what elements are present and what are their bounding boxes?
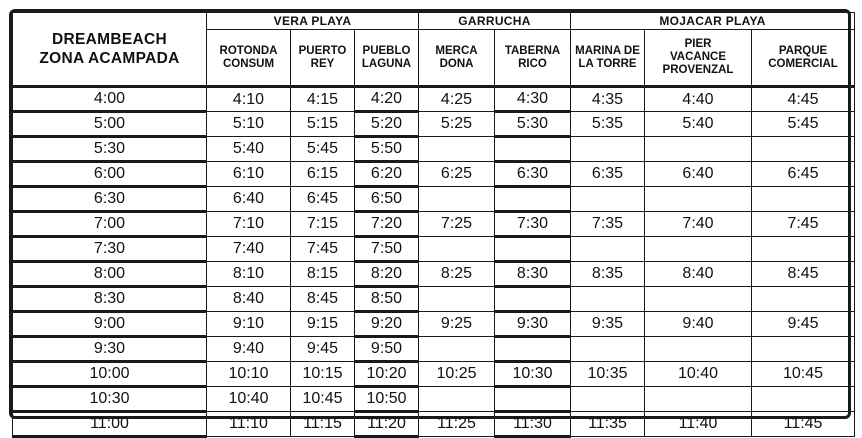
stop-time-cell: 10:10 xyxy=(207,362,291,387)
stop-time-cell: 8:30 xyxy=(495,262,571,287)
stop-time-cell: 5:40 xyxy=(645,112,752,137)
stop-time-cell xyxy=(645,387,752,412)
stop-time-cell: 9:25 xyxy=(419,312,495,337)
stop-time-cell: 9:40 xyxy=(207,337,291,362)
stop-time-cell xyxy=(645,187,752,212)
stop-time-cell: 5:30 xyxy=(495,112,571,137)
stop-time-cell xyxy=(419,337,495,362)
stop-time-cell: 5:20 xyxy=(355,112,419,137)
stop-time-cell: 7:35 xyxy=(571,212,645,237)
timetable-frame xyxy=(9,9,851,432)
departure-time-cell: 10:00 xyxy=(13,362,207,387)
stop-time-cell: 8:35 xyxy=(571,262,645,287)
schedule-row xyxy=(13,312,855,337)
stop-time-cell: 11:35 xyxy=(571,412,645,437)
stop-line: PARQUE xyxy=(778,44,828,57)
stop-time-cell: 9:35 xyxy=(571,312,645,337)
stop-time-cell: 7:50 xyxy=(355,237,419,262)
departure-time-cell: 10:30 xyxy=(13,387,207,412)
stop-time-cell xyxy=(495,237,571,262)
stop-time-cell xyxy=(645,237,752,262)
schedule-body xyxy=(13,87,855,437)
stop-time-cell xyxy=(571,337,645,362)
stop-time-cell xyxy=(752,237,855,262)
stop-time-cell: 7:40 xyxy=(207,237,291,262)
schedule-row xyxy=(13,112,855,137)
stop-time-cell xyxy=(571,137,645,162)
stop-time-cell: 6:25 xyxy=(419,162,495,187)
stop-time-cell: 8:20 xyxy=(355,262,419,287)
schedule-row xyxy=(13,262,855,287)
stop-time-cell xyxy=(495,387,571,412)
stop-line: VACANCE xyxy=(669,51,726,63)
stop-time-cell: 10:35 xyxy=(571,362,645,387)
stop-time-cell: 4:25 xyxy=(419,87,495,112)
stop-time-cell: 5:10 xyxy=(207,112,291,137)
stop-line: MERCA xyxy=(435,44,478,57)
stop-line: MARINA DE xyxy=(575,44,640,57)
stop-time-cell: 5:50 xyxy=(355,137,419,162)
schedule-row xyxy=(13,362,855,387)
stop-time-cell: 4:10 xyxy=(207,87,291,112)
stop-time-cell: 10:45 xyxy=(291,387,355,412)
stop-time-cell xyxy=(495,187,571,212)
stop-time-cell xyxy=(571,387,645,412)
stop-time-cell xyxy=(419,237,495,262)
stop-line: PROVENZAL xyxy=(662,64,734,76)
stop-pueblo-laguna xyxy=(355,30,419,87)
stop-line: LA TORRE xyxy=(578,57,637,70)
departure-time-cell: 4:00 xyxy=(13,87,207,112)
bus-timetable xyxy=(12,12,855,438)
stop-time-cell: 5:40 xyxy=(207,137,291,162)
stop-time-cell: 10:50 xyxy=(355,387,419,412)
stop-time-cell: 4:15 xyxy=(291,87,355,112)
stop-time-cell: 10:40 xyxy=(207,387,291,412)
stop-time-cell: 8:40 xyxy=(645,262,752,287)
stop-time-cell: 7:15 xyxy=(291,212,355,237)
schedule-row xyxy=(13,412,855,437)
stop-parque-comercial xyxy=(752,30,855,87)
stop-time-cell: 8:15 xyxy=(291,262,355,287)
origin-header xyxy=(13,13,207,87)
stop-time-cell: 9:45 xyxy=(291,337,355,362)
stop-time-cell xyxy=(752,137,855,162)
stop-time-cell xyxy=(571,287,645,312)
stop-line: REY xyxy=(310,57,335,70)
departure-time-cell: 8:00 xyxy=(13,262,207,287)
stop-line: COMERCIAL xyxy=(768,57,838,70)
stop-line: LAGUNA xyxy=(361,57,412,70)
stop-time-cell: 10:20 xyxy=(355,362,419,387)
stop-time-cell: 8:45 xyxy=(291,287,355,312)
group-vera-playa: VERA PLAYA xyxy=(207,13,419,30)
stop-line: DONA xyxy=(439,57,474,70)
stop-time-cell: 5:15 xyxy=(291,112,355,137)
stop-time-cell: 9:50 xyxy=(355,337,419,362)
stop-puerto-rey xyxy=(291,30,355,87)
stop-time-cell xyxy=(495,287,571,312)
stop-time-cell: 6:35 xyxy=(571,162,645,187)
departure-time-cell: 9:30 xyxy=(13,337,207,362)
schedule-row xyxy=(13,87,855,112)
stop-time-cell: 4:30 xyxy=(495,87,571,112)
departure-time-cell: 11:00 xyxy=(13,412,207,437)
stop-time-cell: 7:20 xyxy=(355,212,419,237)
stop-time-cell: 10:25 xyxy=(419,362,495,387)
schedule-row xyxy=(13,337,855,362)
stop-merca-dona xyxy=(419,30,495,87)
schedule-row xyxy=(13,162,855,187)
stop-time-cell xyxy=(645,337,752,362)
stop-time-cell: 4:35 xyxy=(571,87,645,112)
stop-time-cell: 4:20 xyxy=(355,87,419,112)
stop-line: PUERTO xyxy=(298,44,347,57)
stop-time-cell: 6:20 xyxy=(355,162,419,187)
departure-time-cell: 7:30 xyxy=(13,237,207,262)
stop-taberna-rico xyxy=(495,30,571,87)
stop-time-cell xyxy=(752,387,855,412)
stop-time-cell: 8:10 xyxy=(207,262,291,287)
departure-time-cell: 6:30 xyxy=(13,187,207,212)
stop-time-cell: 6:45 xyxy=(291,187,355,212)
stop-time-cell: 10:40 xyxy=(645,362,752,387)
stop-rotonda-consum xyxy=(207,30,291,87)
stop-time-cell: 11:10 xyxy=(207,412,291,437)
schedule-row xyxy=(13,237,855,262)
stop-time-cell: 9:20 xyxy=(355,312,419,337)
stop-time-cell: 9:30 xyxy=(495,312,571,337)
stop-time-cell: 9:45 xyxy=(752,312,855,337)
departure-time-cell: 9:00 xyxy=(13,312,207,337)
schedule-row xyxy=(13,387,855,412)
stop-line: RICO xyxy=(518,57,547,70)
origin-line-1: DREAMBEACH xyxy=(52,31,167,48)
stop-time-cell: 8:45 xyxy=(752,262,855,287)
stop-time-cell: 7:25 xyxy=(419,212,495,237)
schedule-row xyxy=(13,212,855,237)
stop-time-cell: 11:25 xyxy=(419,412,495,437)
group-header-row xyxy=(13,13,855,30)
schedule-row xyxy=(13,287,855,312)
stop-time-cell: 11:30 xyxy=(495,412,571,437)
stop-time-cell xyxy=(752,187,855,212)
stop-time-cell: 9:10 xyxy=(207,312,291,337)
stop-time-cell: 5:35 xyxy=(571,112,645,137)
stop-time-cell: 5:45 xyxy=(291,137,355,162)
stop-time-cell xyxy=(645,287,752,312)
stop-time-cell: 5:45 xyxy=(752,112,855,137)
stop-marina-de-la-torre xyxy=(571,30,645,87)
stop-time-cell: 4:45 xyxy=(752,87,855,112)
stop-time-cell xyxy=(495,137,571,162)
stop-time-cell: 8:40 xyxy=(207,287,291,312)
departure-time-cell: 6:00 xyxy=(13,162,207,187)
stop-time-cell xyxy=(419,287,495,312)
origin-line-2: ZONA ACAMPADA xyxy=(39,50,180,67)
group-mojacar-playa: MOJACAR PLAYA xyxy=(571,13,855,30)
stop-time-cell: 7:30 xyxy=(495,212,571,237)
stop-time-cell xyxy=(752,337,855,362)
stop-time-cell: 11:45 xyxy=(752,412,855,437)
stop-time-cell xyxy=(495,337,571,362)
stop-line: TABERNA xyxy=(504,44,561,57)
stop-time-cell: 10:30 xyxy=(495,362,571,387)
stop-time-cell: 7:40 xyxy=(645,212,752,237)
stop-time-cell: 10:45 xyxy=(752,362,855,387)
stop-time-cell: 6:45 xyxy=(752,162,855,187)
stop-time-cell xyxy=(419,387,495,412)
departure-time-cell: 5:30 xyxy=(13,137,207,162)
stop-time-cell: 4:40 xyxy=(645,87,752,112)
stop-time-cell: 6:15 xyxy=(291,162,355,187)
stop-line: ROTONDA xyxy=(219,44,278,57)
stop-time-cell: 11:40 xyxy=(645,412,752,437)
stop-line: PIER xyxy=(684,38,712,50)
stop-time-cell: 7:45 xyxy=(752,212,855,237)
stop-time-cell: 7:10 xyxy=(207,212,291,237)
stop-time-cell: 9:15 xyxy=(291,312,355,337)
departure-time-cell: 5:00 xyxy=(13,112,207,137)
stop-time-cell: 7:45 xyxy=(291,237,355,262)
stop-time-cell: 5:25 xyxy=(419,112,495,137)
departure-time-cell: 8:30 xyxy=(13,287,207,312)
stop-time-cell: 8:25 xyxy=(419,262,495,287)
stop-time-cell xyxy=(645,137,752,162)
stop-time-cell xyxy=(571,187,645,212)
stop-time-cell: 8:50 xyxy=(355,287,419,312)
group-garrucha: GARRUCHA xyxy=(419,13,571,30)
stop-time-cell xyxy=(571,237,645,262)
stop-line: PUEBLO xyxy=(362,44,411,57)
stop-time-cell: 10:15 xyxy=(291,362,355,387)
stop-time-cell: 6:10 xyxy=(207,162,291,187)
schedule-row xyxy=(13,187,855,212)
schedule-row xyxy=(13,137,855,162)
stop-time-cell: 6:30 xyxy=(495,162,571,187)
stop-time-cell: 11:20 xyxy=(355,412,419,437)
stop-line: CONSUM xyxy=(222,57,275,70)
stop-time-cell: 9:40 xyxy=(645,312,752,337)
departure-time-cell: 7:00 xyxy=(13,212,207,237)
stop-time-cell: 6:40 xyxy=(645,162,752,187)
stop-time-cell xyxy=(752,287,855,312)
stop-time-cell: 11:15 xyxy=(291,412,355,437)
stop-time-cell: 6:40 xyxy=(207,187,291,212)
stop-pier-vacance-provenzal xyxy=(645,30,752,87)
stop-time-cell xyxy=(419,187,495,212)
stop-time-cell xyxy=(419,137,495,162)
stop-time-cell: 6:50 xyxy=(355,187,419,212)
